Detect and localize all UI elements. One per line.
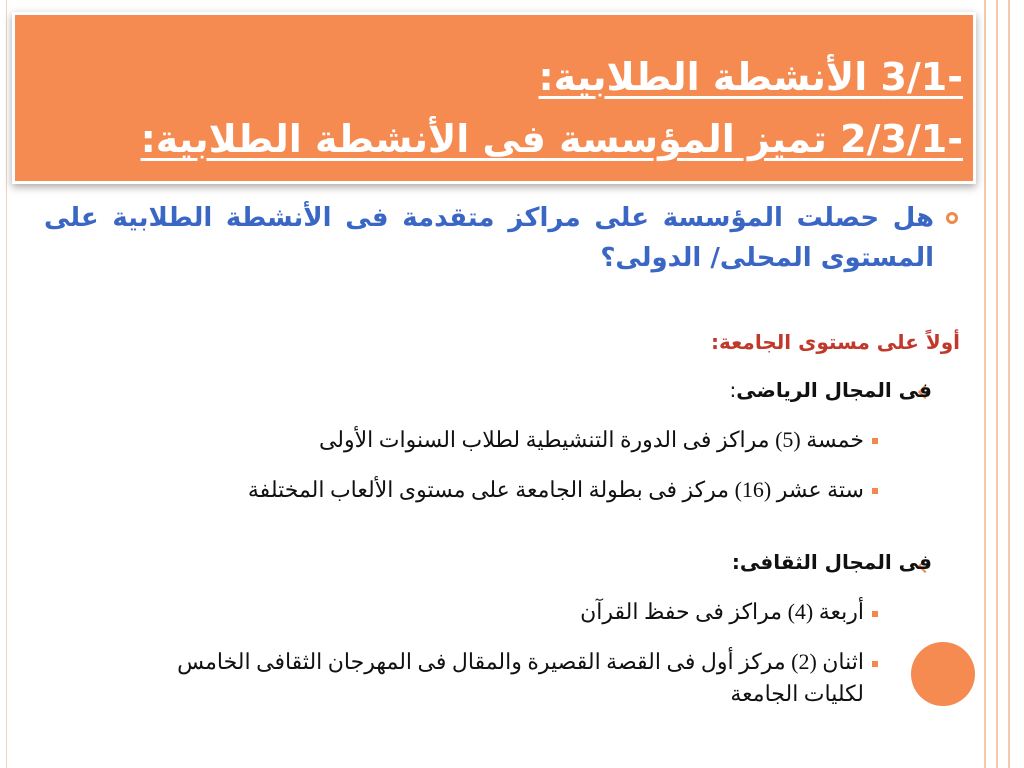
circle-bullet-icon: [946, 212, 958, 224]
slide-title-line-2: -2/3/1 تميز المؤسسة فى الأنشطة الطلابية:: [140, 117, 963, 161]
square-bullet-icon: [872, 611, 878, 617]
list-item: اثنان (2) مركز أول فى القصة القصيرة والمقال فى المهرجان الثقافى الخامس لكليات الجامعة: [177, 649, 864, 706]
square-bullet-icon: [872, 488, 878, 494]
square-bullet-icon: [872, 661, 878, 667]
left-edge-line: [6, 0, 7, 768]
section-heading-sports: [730, 378, 932, 402]
list-item: ستة عشر (16) مركز فى بطولة الجامعة على مستوى الألعاب المختلفة: [247, 477, 864, 502]
square-bullet-icon: [872, 438, 878, 444]
title-banner: [12, 12, 976, 184]
slide-title-line-1: -3/1 الأنشطة الطلابية:: [538, 55, 963, 99]
level-heading: أولاً على مستوى الجامعة:: [711, 330, 960, 354]
section-heading-culture: [732, 550, 932, 574]
list-item: أربعة (4) مراكز فى حفظ القرآن: [580, 599, 864, 624]
list-item: خمسة (5) مراكز فى الدورة التنشيطية لطلاب السنوات الأولى: [318, 427, 864, 452]
section-heading-label: فى المجال الثقافى:: [731, 550, 932, 574]
question-text: هل حصلت المؤسسة على مراكز متقدمة فى الأنشطة الطلابية على المستوى المحلى/ الدولى؟: [44, 203, 934, 274]
section-heading-label: فى المجال الرياضى: [736, 378, 932, 402]
right-edge-line: [1008, 0, 1010, 768]
decorative-circle: [911, 642, 975, 706]
section-heading-colon: :: [729, 378, 737, 402]
right-edge-line: [996, 0, 998, 768]
right-edge-line: [984, 0, 986, 768]
